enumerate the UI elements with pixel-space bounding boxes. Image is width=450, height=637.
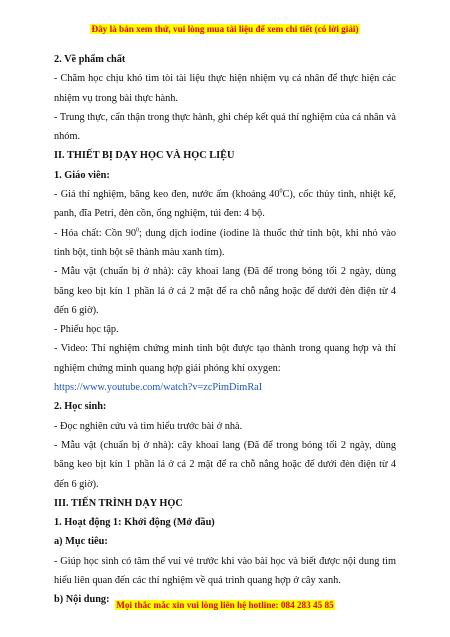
hotline-text: Mọi thắc mắc xin vui lòng liên hệ hotline: 084 283 45 85 bbox=[116, 600, 334, 610]
subheading-objective: a) Mục tiêu: bbox=[54, 536, 108, 548]
subheading-student: 2. Học sinh: bbox=[54, 401, 107, 413]
preview-notice-text: Đây là bản xem thử, vui lòng mua tài liệu để xem chi tiết (có lời giải) bbox=[91, 24, 359, 34]
section-heading-equipment: II. THIẾT BỊ DẠY HỌC VÀ HỌC LIỆU bbox=[54, 150, 235, 162]
paragraph: - Chăm học chịu khó tìm tòi tài liệu thực hiện nhiệm vụ cá nhân để thực hiện các nhiệm vụ trong bài thực hành. bbox=[54, 73, 396, 104]
section-heading-procedure: III. TIẾN TRÌNH DẠY HỌC bbox=[54, 497, 183, 509]
video-link[interactable]: https://www.youtube.com/watch?v=zcPimDimRaI bbox=[54, 382, 263, 394]
hotline-banner bbox=[0, 600, 450, 610]
paragraph: - Video: Thí nghiệm chứng minh tinh bột được tạo thành trong quang hợp và thí nghiệm chứng minh quang hợp giải phóng khí oxygen: bbox=[54, 343, 396, 374]
paragraph: - Giá thí nghiệm, băng keo đen, nước ấm (khoảng $40^0C$), cốc thủy tinh, nhiệt kế, panh, đĩa Petri, đèn cồn, ống nghiệm, túi đen: 4 bộ. bbox=[54, 188, 397, 220]
paragraph: - Mẫu vật (chuẩn bị ở nhà): cây khoai lang (Đã để trong bóng tối 2 ngày, dùng băng keo bịt kín 1 phần lá ở cả 2 mặt để ra chỗ nắng hoặc để dưới đèn điện từ 4 đến 6 giờ). bbox=[54, 266, 396, 316]
subheading-activity-1: 1. Hoạt động 1: Khởi động (Mở đầu) bbox=[54, 517, 215, 529]
paragraph: - Giúp học sinh có tâm thế vui vẻ trước khi vào bài học và biết được nội dung tìm hiểu liên quan đến các thí nghiệm về quá trình quang hợp ở cây xanh. bbox=[54, 555, 396, 587]
paragraph: - Đọc nghiên cứu và tìm hiểu trước bài ở nhà. bbox=[54, 420, 243, 432]
document-body bbox=[54, 50, 396, 610]
paragraph: - Hóa chất: Cồn $90^0$; dung dịch iodine (iodine là thuốc thử tinh bột, khi nhỏ vào tinh bột, tinh bột sẽ thành màu xanh tím). bbox=[54, 227, 396, 258]
paragraph: - Trung thực, cẩn thận trong thực hành, ghi chép kết quả thí nghiệm của cá nhân và nhóm. bbox=[54, 111, 397, 143]
subheading-content: b) Nội dung: bbox=[54, 594, 110, 606]
section-heading-qualities: 2. Về phẩm chất bbox=[54, 54, 126, 65]
preview-notice-banner bbox=[0, 24, 450, 34]
subheading-teacher: 1. Giáo viên: bbox=[54, 169, 110, 181]
paragraph: - Mẫu vật (chuẩn bị ở nhà): cây khoai lang (Đã để trong bóng tối 2 ngày, dùng băng keo bịt kín 1 phần lá ở cả 2 mặt để ra chỗ nắng hoặc để dưới đèn điện từ 4 đến 6 giờ). bbox=[54, 439, 396, 490]
paragraph: - Phiếu học tập. bbox=[54, 324, 119, 336]
